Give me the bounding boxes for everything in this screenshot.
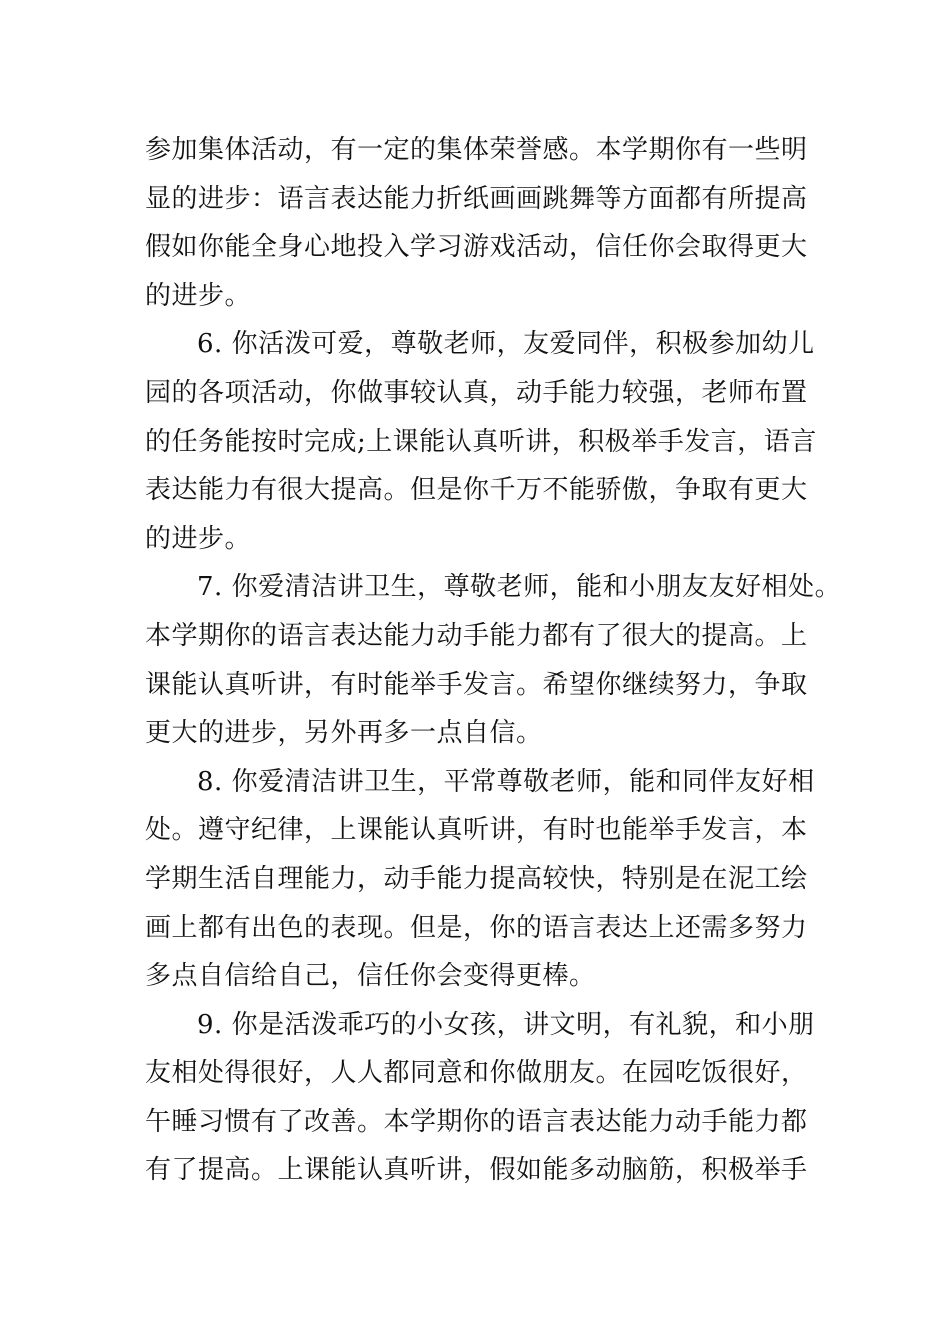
text-line: 有了提高。上课能认真听讲，假如能多动脑筋，积极举手 xyxy=(145,1155,808,1186)
text-line: 画上都有出色的表现。但是，你的语言表达上还需多努力 xyxy=(145,912,808,943)
text-line: 学期生活自理能力，动手能力提高较快，特别是在泥工绘 xyxy=(145,863,808,894)
text-line: 更大的进步，另外再多一点自信。 xyxy=(145,718,543,749)
text-line: 多点自信给自己，信任你会变得更棒。 xyxy=(145,961,596,992)
text-line: 显的进步：语言表达能力折纸画画跳舞等方面都有所提高 xyxy=(145,183,808,214)
text-line: 表达能力有很大提高。但是你千万不能骄傲，争取有更大 xyxy=(145,475,808,506)
text-line: 本学期你的语言表达能力动手能力都有了很大的提高。上 xyxy=(145,620,808,651)
paragraph-start-8: 8. 你爱清洁讲卫生，平常尊敬老师，能和同伴友好相 xyxy=(197,766,815,797)
paragraph-start-9: 9. 你是活泼乖巧的小女孩，讲文明，有礼貌，和小朋 xyxy=(197,1009,815,1040)
text-line: 园的各项活动，你做事较认真，动手能力较强，老师布置 xyxy=(145,377,808,408)
text-line: 假如你能全身心地投入学习游戏活动，信任你会取得更大 xyxy=(145,232,808,263)
text-line: 的任务能按时完成;上课能认真听讲，积极举手发言，语言 xyxy=(145,426,817,457)
text-line: 友相处得很好，人人都同意和你做朋友。在园吃饭很好， xyxy=(145,1058,808,1089)
text-line: 午睡习惯有了改善。本学期你的语言表达能力动手能力都 xyxy=(145,1106,808,1137)
text-line: 参加集体活动，有一定的集体荣誉感。本学期你有一些明 xyxy=(145,135,808,165)
text-line: 的进步。 xyxy=(145,280,252,311)
text-line: 处。遵守纪律，上课能认真听讲，有时也能举手发言，本 xyxy=(145,815,808,846)
text-line: 课能认真听讲，有时能举手发言。希望你继续努力，争取 xyxy=(145,669,808,700)
paragraph-start-6: 6. 你活泼可爱，尊敬老师，友爱同伴，积极参加幼儿 xyxy=(197,329,815,360)
paragraph-start-7: 7. 你爱清洁讲卫生，尊敬老师，能和小朋友友好相处。 xyxy=(197,572,842,603)
document-body xyxy=(145,126,845,1195)
text-line: 的进步。 xyxy=(145,523,252,554)
